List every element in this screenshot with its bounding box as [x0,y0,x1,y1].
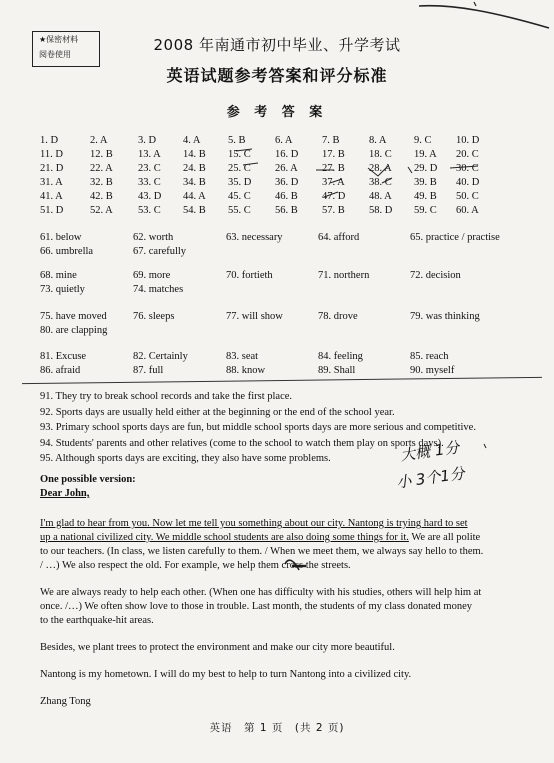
sentence-answer: 93. Primary school sports days are fun, but middle school sports days are more serious and competitive. [40,422,476,433]
essay-paragraph-2 [40,586,540,628]
mc-answer: 3. D [138,135,157,146]
mc-answer: 47. D [322,191,346,202]
essay-text: We are always ready to help each other. (When one has difficulty with his studies, others will help him at [40,587,482,598]
essay-text: We are all polite [408,532,481,543]
mc-answer: 19. A [414,149,437,160]
mc-answer: 55. C [228,205,251,216]
sentence-answer: 91. They try to break school records and take the first place. [40,391,293,402]
essay-paragraph-1 [40,517,540,573]
mc-answer: 57. B [322,205,345,216]
handwritten-line-2: 小 3个1分 [395,464,466,492]
handwritten-line-1: 大概 1分 [399,438,461,465]
stamp-line-2: 阅卷使用 [39,50,71,59]
mc-answer: 59. C [414,205,437,216]
essay-text: / …) We also respect the old. For example, we help them cross the streets. [40,560,351,571]
mc-answer: 23. C [138,163,161,174]
essay-text: to our teachers. (In class, we listen carefully to them. / When we meet them, we always say hello to them. [40,546,484,557]
mc-answer: 30. C [456,163,479,174]
mc-answer: 45. C [228,191,251,202]
mc-answer: 41. A [40,191,63,202]
essay-paragraph-3: Besides, we plant trees to protect the environment and make our city more beautiful. [40,642,395,653]
fill-answer: 87. full [133,365,164,376]
mc-answer: 39. B [414,177,437,188]
mc-answer: 44. A [183,191,206,202]
fill-answer: 69. more [133,270,171,281]
mc-answer: 12. B [90,149,113,160]
essay-text: once. /…) We often show love to those in trouble. Last month, the students of my class donated money [40,601,473,612]
fill-answer: 66. umbrella [40,246,94,257]
essay-paragraph-4: Nantong is my hometown. I will do my best to help to turn Nantong into a civilized city. [40,669,412,680]
fill-answer: 65. practice / practise [410,232,500,243]
fill-answer: 72. decision [410,270,461,281]
mc-answer: 37. A [322,177,345,188]
mc-answer: 13. A [138,149,161,160]
mc-answer: 48. A [369,191,392,202]
mc-answer: 31. A [40,177,63,188]
sentence-answer: 92. Sports days are usually held either at the beginning or the end of the school year. [40,406,395,418]
mc-answer: 6. A [275,135,293,146]
mc-answer: 9. C [414,135,432,146]
mc-answer: 52. A [90,205,113,216]
fill-answer: 82. Certainly [133,351,188,362]
fill-answer: 79. was thinking [410,311,480,322]
mc-answer: 32. B [90,177,113,188]
fill-answer: 75. have moved [40,311,107,322]
fill-answer: 68. mine [40,270,77,281]
fill-answer: 70. fortieth [226,270,273,281]
mc-answer: 50. C [456,191,479,202]
mc-answer: 53. C [138,205,161,216]
fill-answer: 73. quietly [40,284,85,295]
fill-answer: 76. sleeps [133,311,175,322]
mc-answer: 36. D [275,177,299,188]
fill-answer: 81. Excuse [40,351,87,362]
page-footer: 英语 第 1 页 (共 2 页) [209,722,345,734]
fill-answer: 78. drove [318,311,358,322]
mc-answer: 4. A [183,135,201,146]
pen-line [22,377,542,384]
mc-answer: 5. B [228,135,246,146]
mc-answer: 16. D [275,149,299,160]
mc-answer: 8. A [369,135,387,146]
mc-answer: 26. A [275,163,298,174]
fill-answer: 83. seat [226,351,259,362]
sentence-answer: 94. Students' parents and other relatives (come to the school to watch them play on sports days). [40,437,444,449]
fill-answer: 80. are clapping [40,325,108,336]
essay-signature: Zhang Tong [40,696,91,707]
fill-answer: 61. below [40,232,82,243]
stamp-line-1: ★保密材料 [39,35,79,44]
exam-subtitle: 英语试题参考答案和评分标准 [166,66,388,85]
fill-answer: 62. worth [133,232,174,243]
sentence-answer: 95. Although sports days are exciting, they also have some problems. [40,453,331,464]
mc-answer: 24. B [183,163,206,174]
exam-title: 2008 年南通市初中毕业、升学考试 [153,36,401,54]
model-essay [40,473,540,709]
mc-answer: 54. B [183,205,206,216]
mc-answer: 11. D [40,149,63,160]
essay-salutation: Dear John, [40,488,90,499]
fill-answer: 90. myself [410,365,455,376]
mc-answer: 43. D [138,191,162,202]
mc-answer: 56. B [275,205,298,216]
fill-answer: 84. feeling [318,351,363,362]
fill-answer: 74. matches [133,284,184,295]
essay-text: to the earthquake-hit areas. [40,615,154,626]
mc-answer: 18. C [369,149,392,160]
essay-text: I'm glad to hear from you. Now let me tell you something about our city. Nantong is trying hard to set [40,518,468,529]
mc-answer: 10. D [456,135,480,146]
mc-answer: 21. D [40,163,64,174]
mc-answer: 49. B [414,191,437,202]
mc-answer: 17. B [322,149,345,160]
mc-answer: 42. B [90,191,113,202]
fill-answer: 85. reach [410,351,449,362]
mc-answer: 15. C [228,149,251,160]
mc-answer: 27. B [322,163,345,174]
mc-answer: 46. B [275,191,298,202]
mc-answer: 35. D [228,177,252,188]
mc-answer: 2. A [90,135,108,146]
section-heading: 参 考 答 案 [226,105,328,120]
mc-answer: 60. A [456,205,479,216]
essay-text: up a national civilized city. We middle school students are also doing some things for it. [40,532,409,543]
mc-answer: 22. A [90,163,113,174]
fill-answer: 64. afford [318,232,360,243]
fill-answer: 86. afraid [40,365,81,376]
mc-answer: 33. C [138,177,161,188]
fill-answer: 77. will show [226,311,283,322]
mc-answer: 25. C [228,163,251,174]
essay-heading: One possible version: [40,474,136,485]
mc-answer: 14. B [183,149,206,160]
fill-answer: 67. carefully [133,246,187,257]
fill-answer: 71. northern [318,270,370,281]
mc-answer: 38. C [369,177,392,188]
mc-answer: 7. B [322,135,340,146]
fill-answer: 88. know [226,365,266,376]
mc-answer: 1. D [40,135,59,146]
mc-answer: 40. D [456,177,480,188]
mc-answer: 34. B [183,177,206,188]
fill-answer: 63. necessary [226,232,283,243]
mc-answer: 29. D [414,163,438,174]
mc-answer: 58. D [369,205,393,216]
mc-answer: 20. C [456,149,479,160]
fill-answer: 89. Shall [318,365,356,376]
mc-answer: 51. D [40,205,64,216]
mc-answer: 28. A [369,163,392,174]
